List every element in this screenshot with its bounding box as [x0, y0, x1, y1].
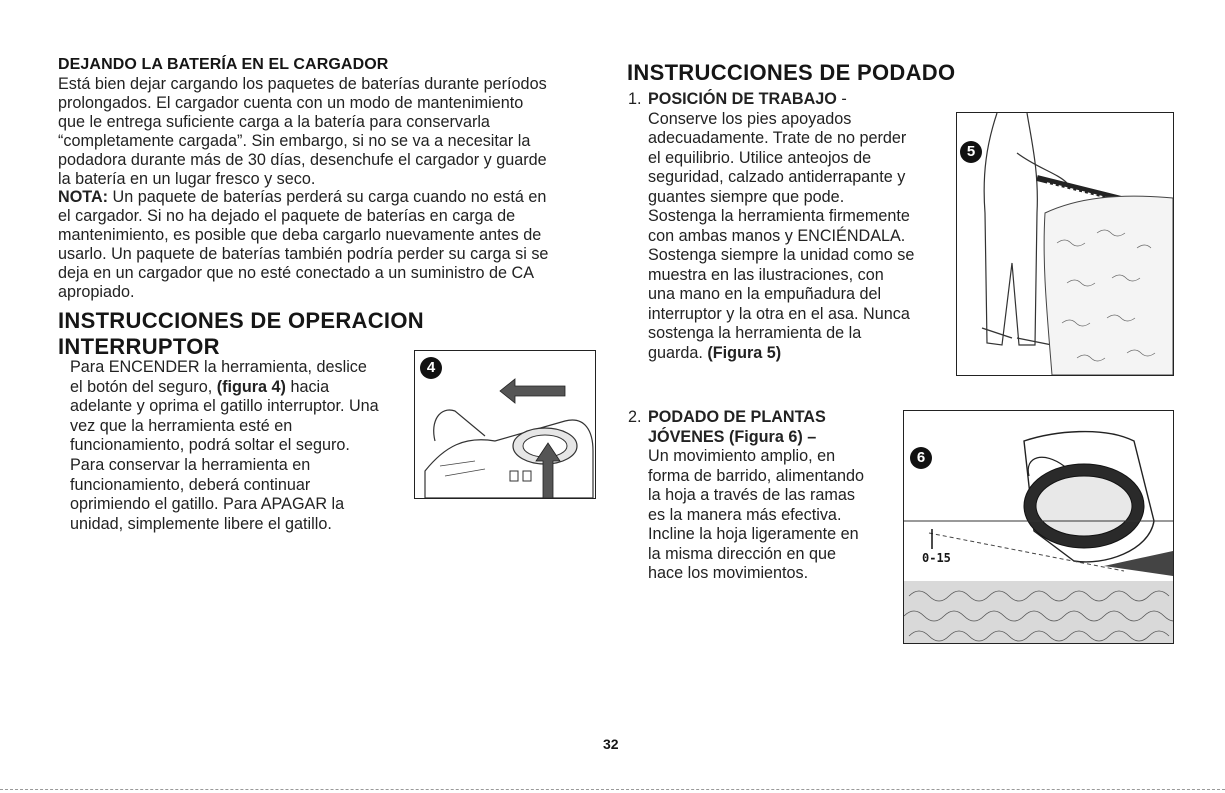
item-2-number: 2. — [628, 408, 642, 426]
figure-6 — [903, 410, 1174, 644]
item-2-line: es la manera más efectiva. — [648, 505, 842, 524]
charger-line: “completamente cargada”. Sin embargo, si no se va a necesitar la — [58, 131, 531, 150]
note-line: el cargador. Si no ha dejado el paquete de baterías en carga de — [58, 207, 516, 226]
figure-5 — [956, 112, 1174, 376]
note-label: NOTA: — [58, 188, 109, 207]
item-2-line: la hoja a través de las ramas — [648, 486, 855, 504]
item-2-line: hace los movimientos. — [648, 564, 809, 582]
switch-line: Para ENCENDER la herramienta, deslice — [70, 358, 367, 376]
item-1-line: Sostenga siempre la unidad como se — [648, 246, 915, 264]
switch-heading: INTERRUPTOR — [58, 333, 220, 359]
item-1-line: muestra en las ilustraciones, con — [648, 265, 884, 284]
figure-5-badge: 5 — [960, 141, 982, 163]
trimmer-switch-illustration — [415, 351, 595, 498]
switch-paragraph — [70, 358, 415, 534]
charger-line: prolongados. El cargador cuenta con un modo de mantenimiento — [58, 93, 524, 112]
figure-4-badge: 4 — [420, 357, 442, 379]
figure-6-badge: 6 — [910, 447, 932, 469]
item-2-line: forma de barrido, alimentando — [648, 466, 864, 485]
switch-line: oprimiendo el gatillo. Para APAGAR la — [70, 495, 345, 514]
note-line: usarlo. Un paquete de baterías también podría perder su carga si se — [58, 245, 549, 264]
pruning-item-2 — [628, 408, 908, 588]
item-1-number: 1. — [628, 90, 642, 108]
charger-line: podadora durante más de 30 días, desenchufe el cargador y guarde — [58, 150, 547, 169]
item-1-body — [648, 90, 914, 363]
figure-4-reference: (figura 4) — [216, 377, 286, 396]
switch-line: unidad, simplemente libere el gatillo. — [70, 514, 332, 533]
switch-line: el botón del seguro, (figura 4) hacia — [70, 377, 330, 396]
note-line: mantenimiento, es posible que deba cargarlo nuevamente antes de — [58, 226, 542, 245]
charger-line: Está bien dejar cargando los paquetes de baterías durante períodos — [58, 75, 547, 93]
switch-line: Para conservar la herramienta en — [70, 455, 311, 474]
switch-line: vez que la herramienta esté en — [70, 416, 293, 435]
switch-line: funcionamiento, deberá continuar — [70, 475, 311, 494]
figure-4 — [414, 350, 596, 499]
note-line: apropiado. — [58, 282, 135, 301]
item-1-line: adecuadamente. Trate de no perder — [648, 129, 907, 147]
item-1-line: sostenga la herramienta de la — [648, 324, 862, 342]
item-2-line: Un movimiento amplio, en — [648, 447, 836, 465]
note-paragraph — [58, 188, 603, 301]
note-first-text: Un paquete de baterías perderá su carga cuando no está en — [108, 188, 547, 207]
charger-line: la batería en un lugar fresco y seco. — [58, 169, 316, 188]
item-1-title: POSICIÓN DE TRABAJO — [648, 90, 837, 108]
item-1-line: con ambas manos y ENCIÉNDALA. — [648, 226, 906, 245]
pruning-item-1 — [628, 90, 958, 370]
item-2-title: PODADO DE PLANTAS — [648, 408, 826, 426]
item-2-title: JÓVENES (Figura 6) – — [648, 427, 817, 446]
item-1-title-line: POSICIÓN DE TRABAJO - — [648, 90, 847, 108]
charger-heading: DEJANDO LA BATERÍA EN EL CARGADOR — [58, 56, 389, 73]
note-line — [58, 188, 603, 207]
item-1-line: guantes siempre que pode. — [648, 187, 845, 206]
item-1-line: seguridad, calzado antiderrapante y — [648, 168, 906, 186]
item-1-line: interruptor y la otra en el asa. Nunca — [648, 304, 910, 323]
operation-heading: INSTRUCCIONES DE OPERACION — [58, 307, 424, 333]
person-trimming-hedge-illustration — [957, 113, 1173, 375]
item-1-line: guarda. (Figura 5) — [648, 343, 782, 362]
pruning-heading: INSTRUCCIONES DE PODADO — [627, 60, 956, 85]
item-2-line: la misma dirección en que — [648, 544, 837, 563]
note-line: deja en un cargador que no esté conectado a un suministro de CA — [58, 264, 535, 283]
switch-line: funcionamiento, podrá soltar el seguro. — [70, 436, 350, 455]
item-1-line: el equilibrio. Utilice anteojos de — [648, 148, 872, 167]
item-2-body — [648, 408, 864, 584]
charger-paragraph — [58, 75, 603, 188]
page-number: 32 — [603, 736, 619, 752]
item-2-line: Incline la hoja ligeramente en — [648, 525, 859, 543]
figure-5-reference: (Figura 5) — [707, 343, 782, 362]
switch-line: adelante y oprima el gatillo interruptor. Una — [70, 397, 379, 416]
item-1-line: una mano en la empuñadura del — [648, 285, 882, 303]
charger-line: que le entrega suficiente carga a la batería para conservarla — [58, 112, 490, 131]
item-1-line: Sostenga la herramienta firmemente — [648, 207, 910, 225]
trimmer-angle-illustration — [904, 411, 1173, 643]
angle-measure-label: 0-15 — [922, 551, 951, 565]
item-1-line: Conserve los pies apoyados — [648, 109, 852, 128]
left-column — [58, 55, 603, 360]
bottom-rule — [0, 789, 1225, 790]
